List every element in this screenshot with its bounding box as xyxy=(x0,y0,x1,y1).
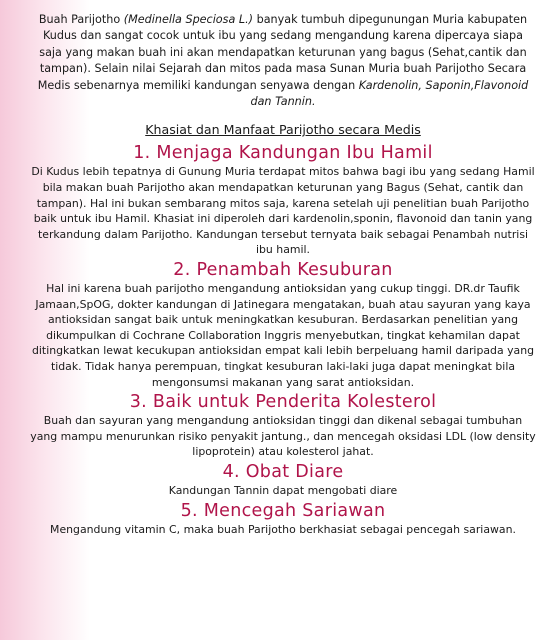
section-title: Khasiat dan Manfaat Parijotho secara Medis xyxy=(145,122,421,138)
intro-paragraph xyxy=(30,12,536,110)
document-content xyxy=(30,12,536,537)
item-text-3: Buah dan sayuran yang mengandung antioksidan tinggi dan dikenal sebagai tumbuhan yang mampu menurunkan risiko penyakit jantung., dan mencegah oksidasi LDL (low density lipoprotein) atau kolesterol jahat. xyxy=(30,414,536,459)
item-text-4: Kandungan Tannin dapat mengobati diare xyxy=(168,483,398,497)
intro-text-2: banyak tumbuh dipegunungan Muria kabupaten Kudus dan sangat cocok untuk ibu yang sedang mengandung karena dipercaya siapa saja yang makan buah ini akan mendapatkan keturunan yang bagus (Sehat,cantik dan tampan). Selain nilai Sejarah dan mitos pada masa Sunan Muria buah Parijotho Secara Medis sebenarnya memiliki kandungan senyawa dengan xyxy=(37,13,528,92)
latin-name: (Medinella Speciosa L.) xyxy=(123,13,254,26)
item-heading-2: 2. Penambah Kesuburan xyxy=(173,260,393,280)
item-heading-1: 1. Menjaga Kandungan Ibu Hamil xyxy=(133,143,433,164)
item-text-5: Mengandung vitamin C, maka buah Parijotho berkhasiat sebagai pencegah sariawan. xyxy=(50,522,516,536)
item-heading-4: 4. Obat Diare xyxy=(222,461,344,482)
compounds-list: Kardenolin, Saponin,Flavonoid dan Tannin. xyxy=(250,78,529,109)
item-heading-5: 5. Mencegah Sariawan xyxy=(180,500,386,521)
item-heading-3: 3. Baik untuk Penderita Kolesterol xyxy=(129,392,437,413)
item-text-1: Di Kudus lebih tepatnya di Gunung Muria terdapat mitos bahwa bagi ibu yang sedang Hamil bila makan buah Parijotho akan mendapatkan keturunan yang Bagus (Sehat, cantik dan tampan). Hal ini bukan sembarang mitos saja, karena setelah uji penelitian buah Parijotho baik untuk ibu Hamil. Khasiat ini diperoleh dari kardenolin,sponin, flavonoid dan tanin yang terkandung dalam Parijotho. Kandungan tersebut ternyata baik sebagai Penambah nutrisi ibu hamil. xyxy=(31,165,535,257)
intro-text-1: Buah Parijotho xyxy=(38,13,124,26)
item-text-2: Hal ini karena buah parijotho mengandung antioksidan yang cukup tinggi. DR.dr Taufik Jamaan,SpOG, dokter kandungan di Jatinegara mengatakan, buah atau sayuran yang kaya antioksidan sangat baik untuk meningkatkan kesuburan. Berdasarkan penelitian yang dikumpulkan di Cochrane Collaboration Inggris menyebutkan, tingkat kehamilan dapat ditingkatkan lewat kecukupan antioksidan empat kali lebih berpeluang hamil daripada yang tidak. Tidak hanya perempuan, tingkat kesuburan laki-laki juga dapat meningkat bila mengonsumsi makanan yang sarat antioksidan. xyxy=(31,282,535,389)
